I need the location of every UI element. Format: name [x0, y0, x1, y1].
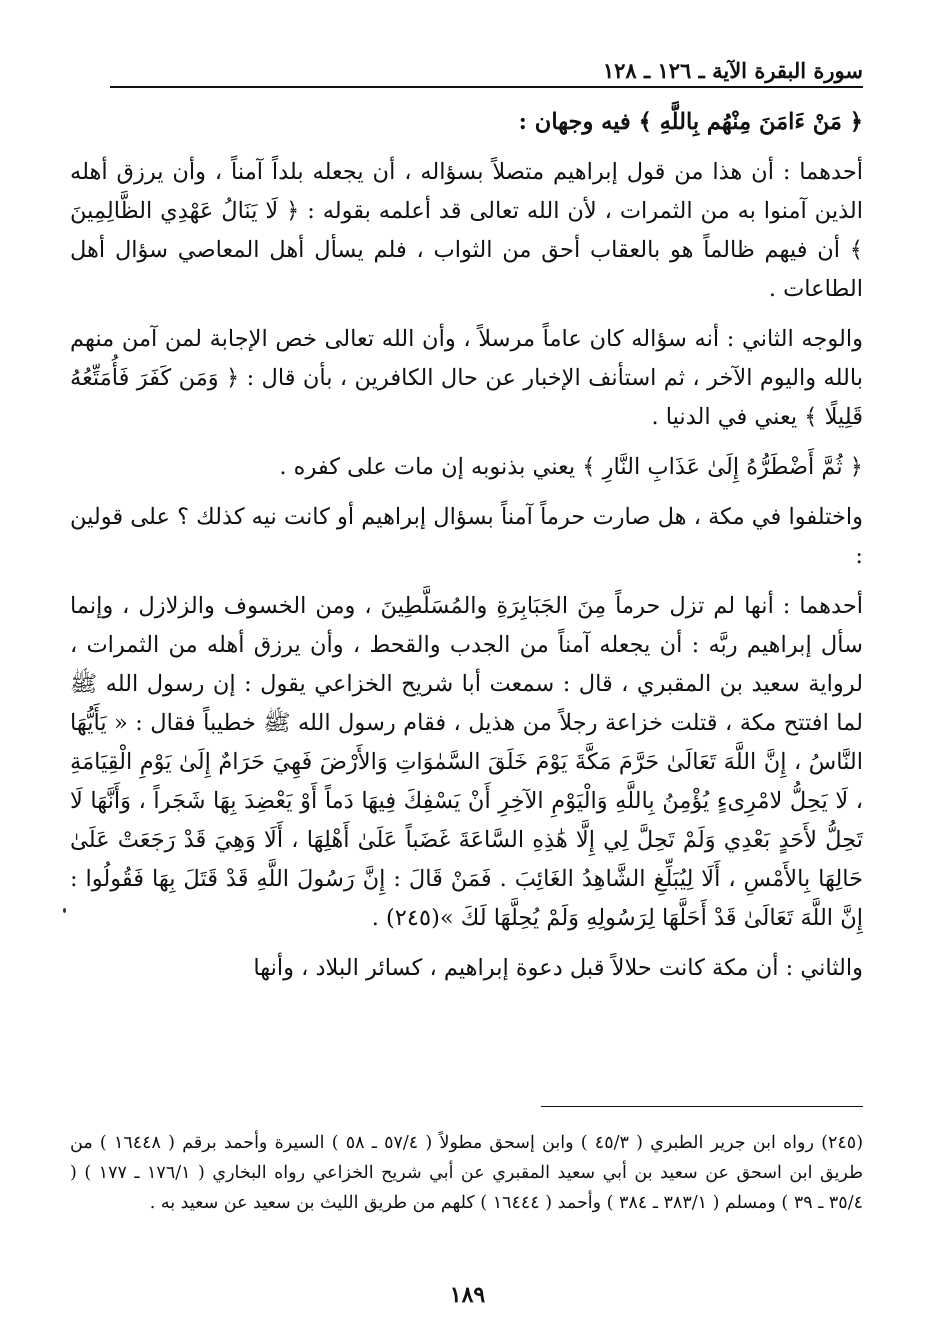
- paragraph-verse-punishment: ﴿ ثُمَّ أَضْطَرُّهُ إِلَىٰ عَذَابِ النَّارِ ﴾ يعني بذنوبه إن مات على كفره .: [279, 454, 863, 480]
- running-header: [110, 52, 863, 88]
- paragraph-second-opinion: والثاني : أن مكة كانت حلالاً قبل دعوة إبراهيم ، كسائر البلاد ، وأنها: [253, 955, 863, 981]
- paragraph-second-view: والوجه الثاني : أنه سؤاله كان عاماً مرسلاً ، وأن الله تعالى خص الإجابة لمن آمن منهم بالله واليوم الآخر ، ثم استأنف الإخبار عن حال الكافرين ، بأن قال : ﴿ وَمَن كَفَرَ فَأُمَتِّعُهُ قَلِيلًا ﴾ يعني في الدنيا .: [70, 326, 863, 430]
- paragraph-verse-intro: ﴿ مَنْ ءَامَنَ مِنْهُم بِاللَّهِ ﴾ فيه وجهان :: [518, 109, 863, 135]
- footnote-245: (٢٤٥) رواه ابن جرير الطبري ( ٤٥/٣ ) وابن إسحق مطولاً ( ٥٧/٤ ـ ٥٨ ) السيرة وأحمد برقم ( ١٦٤٤٨ ) من طريق ابن اسحق عن سعيد بن أبي سعيد المقبري عن أبي شريح الخزاعي رواه البخاري ( ١٧٦/١ ـ ١٧٧ ) ( ٣٥/٤ ـ ٣٩ ) ومسلم ( ٣٨٣/١ ـ ٣٨٤ ) وأحمد ( ١٦٤٤٤ ) كلهم من طريق الليث بن سعيد عن سعيد به .: [70, 1133, 864, 1213]
- surah-header-title: سورة البقرة الآية ـ ١٢٦ ـ ١٢٨: [602, 58, 863, 83]
- footnote-divider: [541, 1106, 863, 1107]
- main-text: [70, 103, 863, 999]
- header-divider: [110, 86, 863, 88]
- paragraph-first-view: أحدهما : أن هذا من قول إبراهيم متصلاً بسؤاله ، أن يجعله بلداً آمناً ، وأن يرزق أهله الذين آمنوا به من الثمرات ، لأن الله تعالى قد أعلمه بقوله : ﴿ لَا يَنَالُ عَهْدِي الظَّالِمِينَ ﴾ أن فيهم ظالماً هو بالعقاب أحق من الثواب ، فلم يسأل أهل المعاصي سؤال أهل الطاعات .: [70, 159, 863, 302]
- paragraph-hadith: أحدهما : أنها لم تزل حرماً مِنَ الجَبَابِرَةِ والمُسَلَّطِينَ ، ومن الخسوف والزلازل ، وإنما سأل إبراهيم ربَّه : أن يجعله آمناً من الجدب والقحط ، وأن يرزق أهله من الثمرات ، لرواية سعيد بن المقبري ، قال : سمعت أبا شريح الخزاعي يقول : إن رسول الله ﷺ لما افتتح مكة ، قتلت خزاعة رجلاً من هذيل ، فقام رسول الله ﷺ خطيباً فقال : « يَأَيُّهَا النَّاسُ ، إِنَّ اللَّهَ تَعَالَىٰ حَرَّمَ مَكَّةَ يَوْمَ خَلَقَ السَّمٰوَاتِ وَالأَرْضَ فَهِيَ حَرَامٌ إِلَىٰ يَوْمِ الْقِيَامَةِ ، لَا يَحِلُّ لامْرِىءٍ يُؤْمِنُ بِاللَّهِ وَالْيَوْمِ الآخِرِ أَنْ يَسْفِكَ فِيهَا دَماً أَوْ يَعْضِدَ بِهَا شَجَراً ، وَأَنَّهَا لَا تَحِلُّ لأَحَدٍ بَعْدِي وَلَمْ تَحِلَّ لِي إِلَّا هَٰذِهِ السَّاعَةَ غَضَباً عَلَىٰ أَهْلِهَا ، أَلَا وَهِيَ قَدْ رَجَعَتْ عَلَىٰ حَالِهَا بِالأَمْسِ ، أَلَا لِيُبَلِّغِ الشَّاهِدُ الغَائِبَ . فَمَنْ قَالَ : إِنَّ رَسُولَ اللَّهِ قَدْ قَتَلَ بِهَا فَقُولُوا : إِنَّ اللَّهَ تَعَالَىٰ قَدْ أَحَلَّهَا لِرَسُولِهِ وَلَمْ يُحِلَّهَا لَكَ »(٢٤٥) .: [70, 593, 863, 931]
- margin-dot: [63, 908, 66, 913]
- page-number: ١٨٩: [449, 1282, 486, 1308]
- paragraph-disagreement: واختلفوا في مكة ، هل صارت حرماً آمناً بسؤال إبراهيم أو كانت نيه كذلك ؟ على قولين :: [70, 504, 863, 569]
